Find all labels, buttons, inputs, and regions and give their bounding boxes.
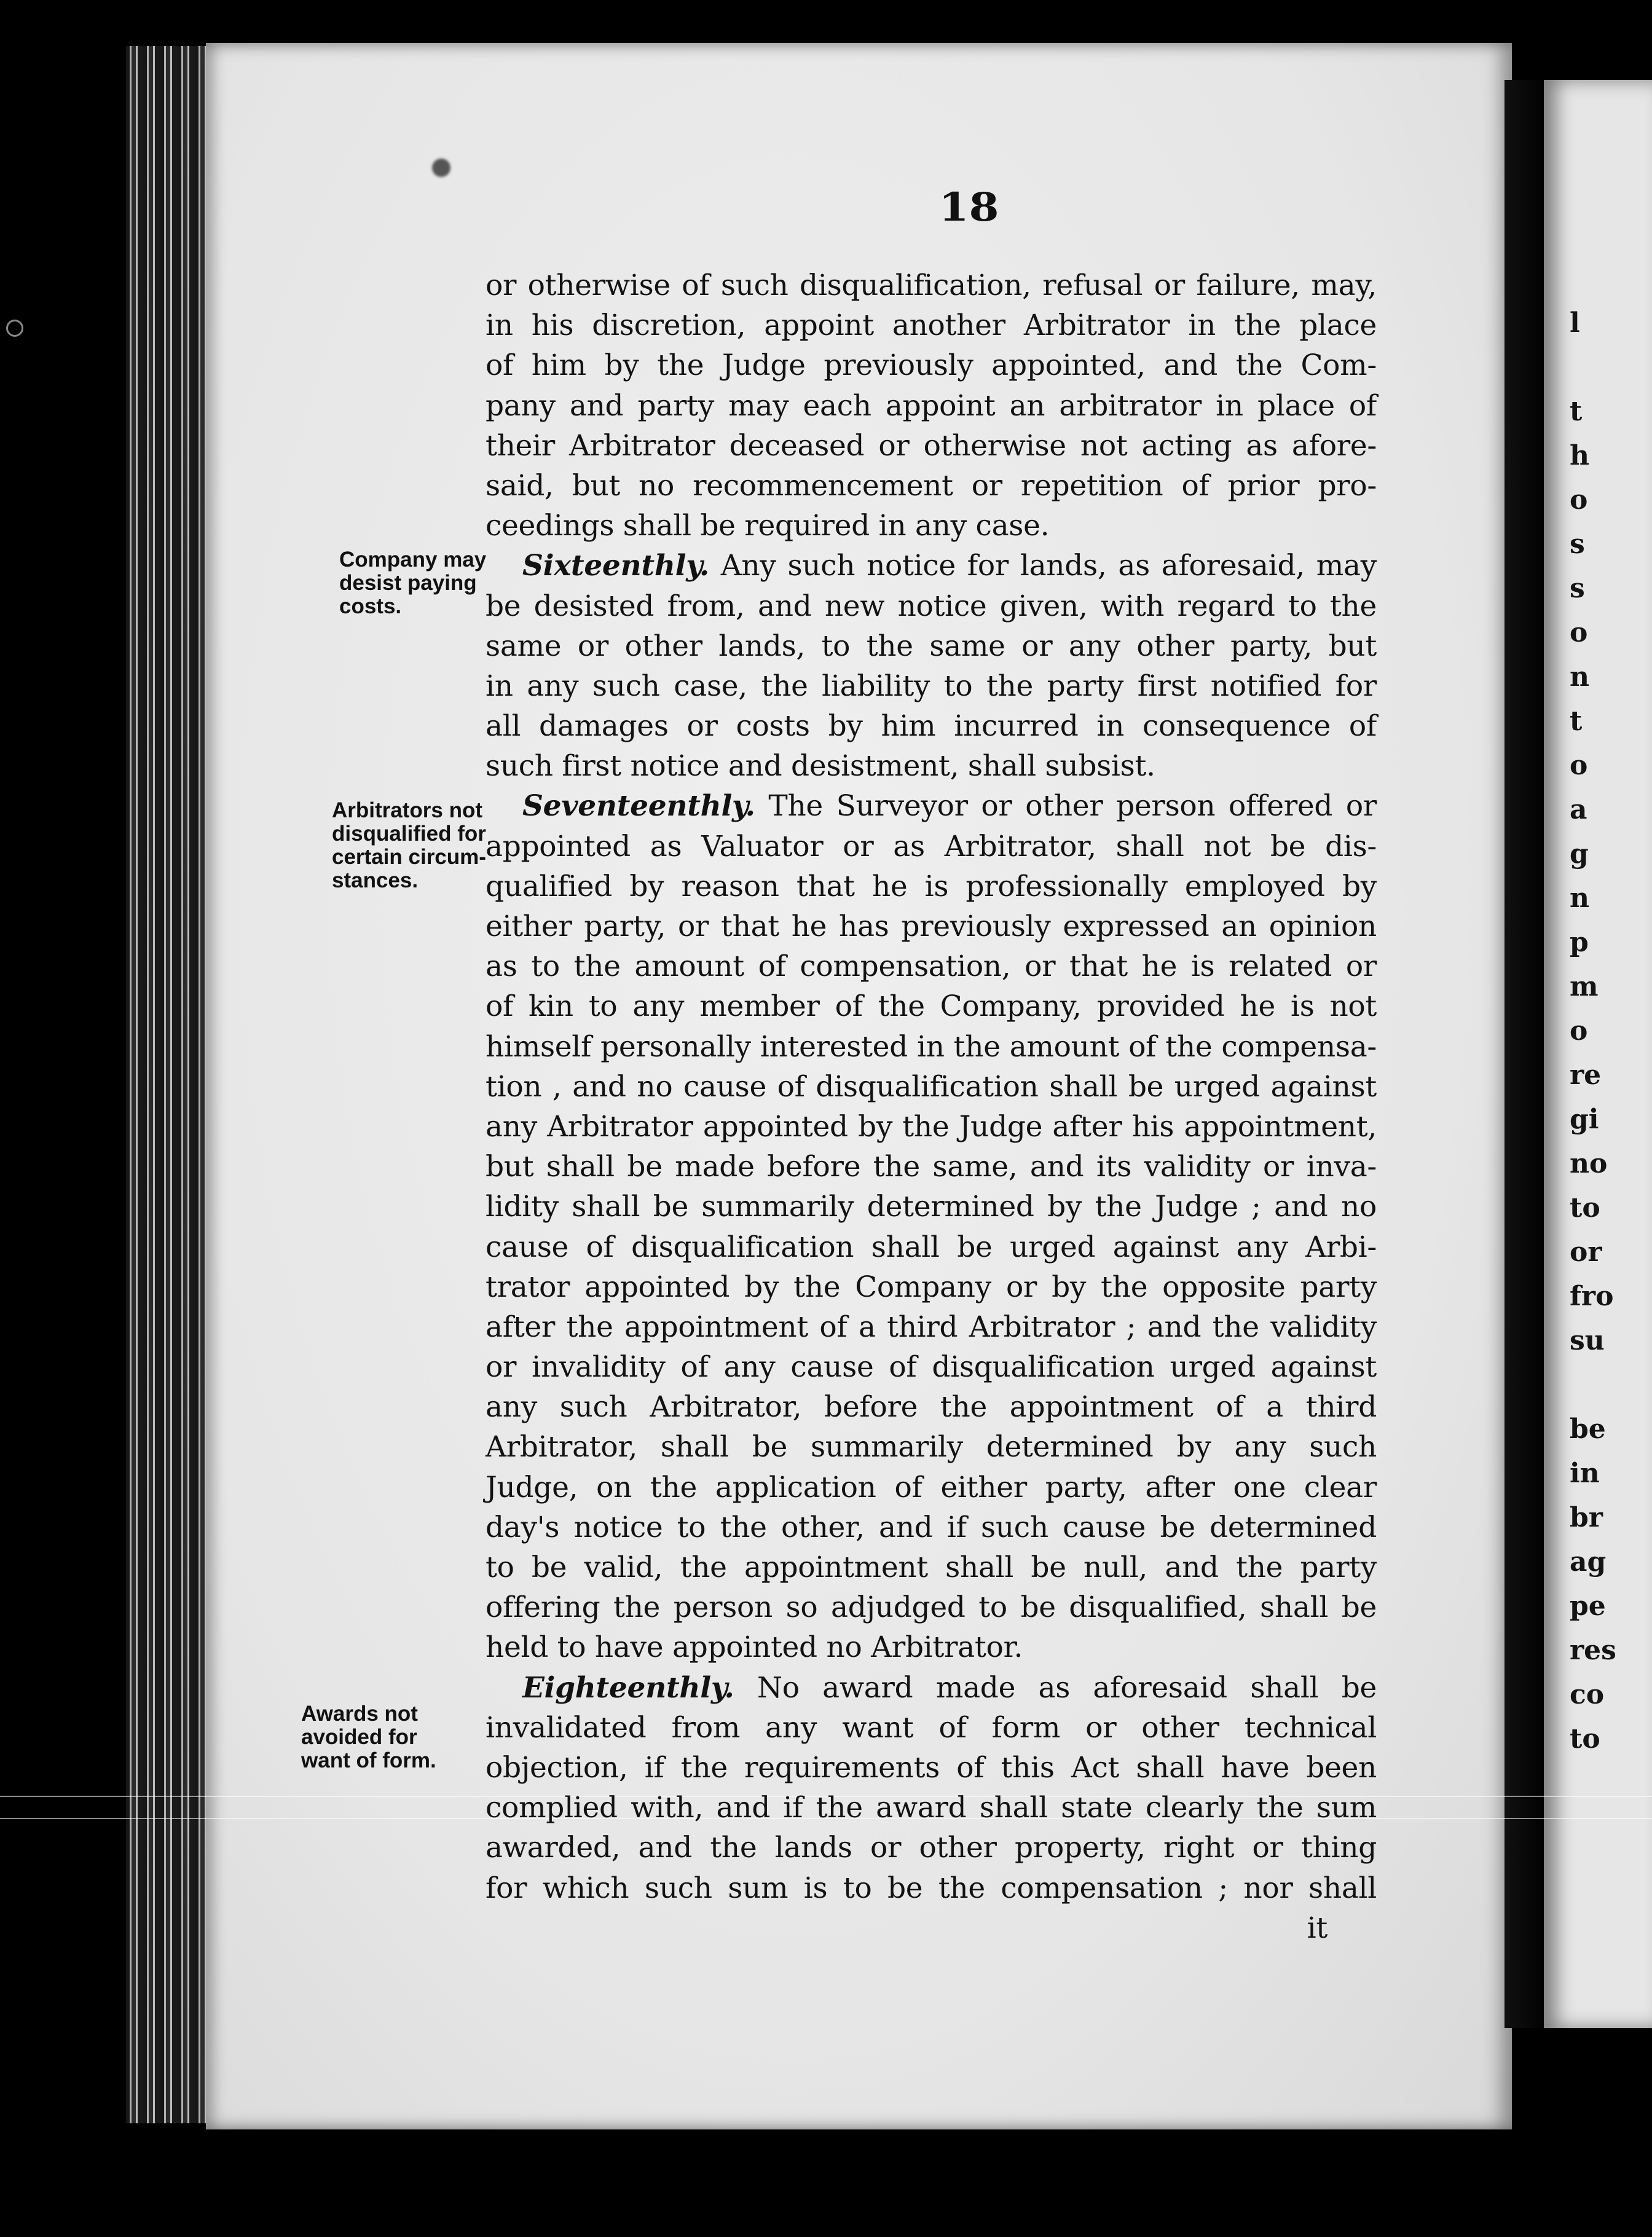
- facing-page-fragment: h: [1570, 440, 1589, 471]
- text-line: appointed as Valuator or as Arbitrator, shall not be dis-: [486, 829, 1377, 863]
- text-line: of him by the Judge previously appointed, and the Com-: [486, 348, 1377, 383]
- section-heading-eighteenthly: Eighteenthly.: [522, 1670, 734, 1705]
- text-line: objection, if the requirements of this Act shall have been: [486, 1750, 1377, 1785]
- margin-note-line: Company may: [339, 548, 487, 572]
- facing-page-fragment: co: [1570, 1679, 1605, 1710]
- body-text: [486, 265, 1377, 1948]
- text-line: or invalidity of any cause of disqualification urged against: [486, 1350, 1377, 1385]
- facing-page-fragment: m: [1570, 971, 1599, 1002]
- margin-note-awards-not-avoided: [301, 1702, 504, 1772]
- facing-page-fragment: res: [1570, 1635, 1616, 1666]
- facing-page-edge: [1544, 80, 1652, 2028]
- margin-note-line: Arbitrators not: [332, 798, 482, 822]
- page-number: 18: [938, 184, 999, 230]
- facing-page-fragment: l: [1570, 307, 1580, 339]
- facing-page-fragment: p: [1570, 927, 1589, 958]
- text-line: Arbitrator, shall be summarily determined by any such: [486, 1430, 1377, 1464]
- text-line: tion , and no cause of disqualification shall be urged against: [486, 1069, 1377, 1104]
- text-line: but shall be made before the same, and its validity or inva-: [486, 1150, 1377, 1184]
- text-line: qualified by reason that he is professionally employed by: [486, 869, 1377, 903]
- facing-page-fragment: [1544, 1363, 1652, 1407]
- text-run: Any such notice for lands, as aforesaid, may: [720, 549, 1377, 583]
- facing-page-fragment: n: [1570, 883, 1589, 914]
- facing-page-fragment: no: [1570, 1148, 1608, 1179]
- facing-page-fragment: o: [1570, 750, 1588, 781]
- facing-page-fragment: n: [1570, 661, 1589, 693]
- text-line: to be valid, the appointment shall be null, and the party: [486, 1551, 1377, 1584]
- text-line: ceedings shall be required in any case.: [486, 509, 1050, 543]
- text-run: The Surveyor or other person offered or: [768, 789, 1377, 824]
- facing-page-fragment: g: [1570, 838, 1589, 870]
- text-line: such first notice and desistment, shall subsist.: [486, 749, 1155, 784]
- facing-page-fragment: in: [1570, 1458, 1600, 1489]
- text-line: lidity shall be summarily determined by the Judge ; and no: [486, 1190, 1377, 1224]
- section-seventeenthly-first-line: [486, 786, 1377, 826]
- section-eighteenthly-first-line: [486, 1668, 1377, 1708]
- book-spine-edge: [126, 46, 212, 2123]
- text-line: day's notice to the other, and if such cause be determined: [486, 1510, 1377, 1544]
- text-line: in his discretion, appoint another Arbitrator in the place: [486, 309, 1377, 343]
- facing-page-fragment: be: [1570, 1413, 1606, 1445]
- facing-page-text: [1544, 80, 1652, 1761]
- facing-page-fragment: [1544, 80, 1652, 124]
- facing-page-fragment: s: [1570, 529, 1585, 560]
- text-line: invalidated from any want of form or other technical: [486, 1710, 1377, 1745]
- margin-note-line: desist paying: [339, 571, 477, 595]
- facing-page-fragment: t: [1570, 396, 1583, 427]
- text-line: their Arbitrator deceased or otherwise not acting as afore-: [486, 428, 1377, 463]
- facing-page-fragment: o: [1570, 1015, 1588, 1047]
- facing-page-fragment: s: [1570, 573, 1585, 604]
- text-line: same or other lands, to the same or any other party, but: [486, 629, 1377, 663]
- section-heading-seventeenthly: Seventeenthly.: [522, 789, 755, 824]
- text-line: himself personally interested in the amount of the compensa-: [486, 1029, 1377, 1064]
- text-line: either party, or that he has previously expressed an opinion: [486, 910, 1377, 943]
- ink-spot: [432, 159, 450, 177]
- facing-page-fragment: pe: [1570, 1590, 1606, 1622]
- text-line: for which such sum is to be the compensation ; nor shall: [486, 1871, 1377, 1905]
- facing-page-fragment: to: [1570, 1192, 1600, 1224]
- facing-page-fragment: re: [1570, 1060, 1602, 1091]
- margin-note-line: want of form.: [301, 1748, 436, 1772]
- text-line: pany and party may each appoint an arbitrator in place of: [486, 388, 1377, 423]
- text-line: trator appointed by the Company or by the opposite party: [486, 1270, 1377, 1304]
- text-run: No award made as aforesaid shall be: [757, 1670, 1377, 1705]
- facing-page-fragment: o: [1570, 617, 1588, 648]
- facing-page-fragment: [1544, 124, 1652, 168]
- margin-note-line: avoided for: [301, 1725, 417, 1749]
- text-line: awarded, and the lands or other property, right or thing: [486, 1831, 1377, 1865]
- text-line: held to have appointed no Arbitrator.: [486, 1630, 1023, 1665]
- facing-page-fragment: fro: [1570, 1281, 1614, 1312]
- facing-page-fragment: to: [1570, 1723, 1600, 1755]
- text-line: or otherwise of such disqualification, refusal or failure, may,: [486, 269, 1377, 302]
- page-gutter: [1504, 80, 1548, 2028]
- text-line: as to the amount of compensation, or that he is related or: [486, 949, 1377, 984]
- facing-page-fragment: ag: [1570, 1546, 1607, 1578]
- section-heading-sixteenthly: Sixteenthly.: [522, 549, 709, 583]
- text-line: any such Arbitrator, before the appointment of a third: [486, 1390, 1377, 1425]
- facing-page-fragment: br: [1570, 1502, 1603, 1533]
- facing-page-fragment: a: [1570, 794, 1587, 825]
- margin-note-line: disqualified for: [332, 822, 486, 846]
- facing-page-fragment: [1544, 345, 1652, 390]
- catchword: it: [1307, 1911, 1328, 1945]
- text-line: complied with, and if the award shall state clearly the sum: [486, 1791, 1377, 1825]
- facing-page-fragment: [1544, 168, 1652, 213]
- facing-page-fragment: t: [1570, 706, 1583, 737]
- facing-page-fragment: [1544, 213, 1652, 257]
- text-line: in any such case, the liability to the party first notified for: [486, 669, 1377, 703]
- text-line: said, but no recommencement or repetition of prior pro-: [486, 468, 1377, 503]
- text-line: after the appointment of a third Arbitrator ; and the validity: [486, 1310, 1377, 1344]
- section-sixteenthly-first-line: [486, 546, 1377, 586]
- scan-mark: [6, 320, 23, 337]
- margin-note-line: Awards not: [301, 1702, 418, 1726]
- text-line: any Arbitrator appointed by the Judge after his appointment,: [486, 1109, 1377, 1144]
- facing-page-fragment: or: [1570, 1236, 1602, 1268]
- margin-note-line: costs.: [339, 594, 402, 618]
- facing-page-fragment: gi: [1570, 1104, 1599, 1135]
- facing-page-fragment: o: [1570, 484, 1588, 516]
- text-line: of kin to any member of the Company, provided he is not: [486, 989, 1377, 1024]
- text-line: offering the person so adjudged to be disqualified, shall be: [486, 1590, 1377, 1625]
- facing-page-fragment: su: [1570, 1325, 1605, 1356]
- margin-note-line: stances.: [332, 868, 419, 892]
- text-line: all damages or costs by him incurred in consequence of: [486, 709, 1377, 744]
- facing-page-fragment: [1544, 257, 1652, 301]
- margin-note-line: certain circum-: [332, 845, 486, 869]
- text-line: cause of disqualification shall be urged against any Arbi-: [486, 1230, 1377, 1264]
- text-line: Judge, on the application of either party, after one clear: [486, 1470, 1377, 1504]
- text-line: be desisted from, and new notice given, with regard to the: [486, 589, 1377, 623]
